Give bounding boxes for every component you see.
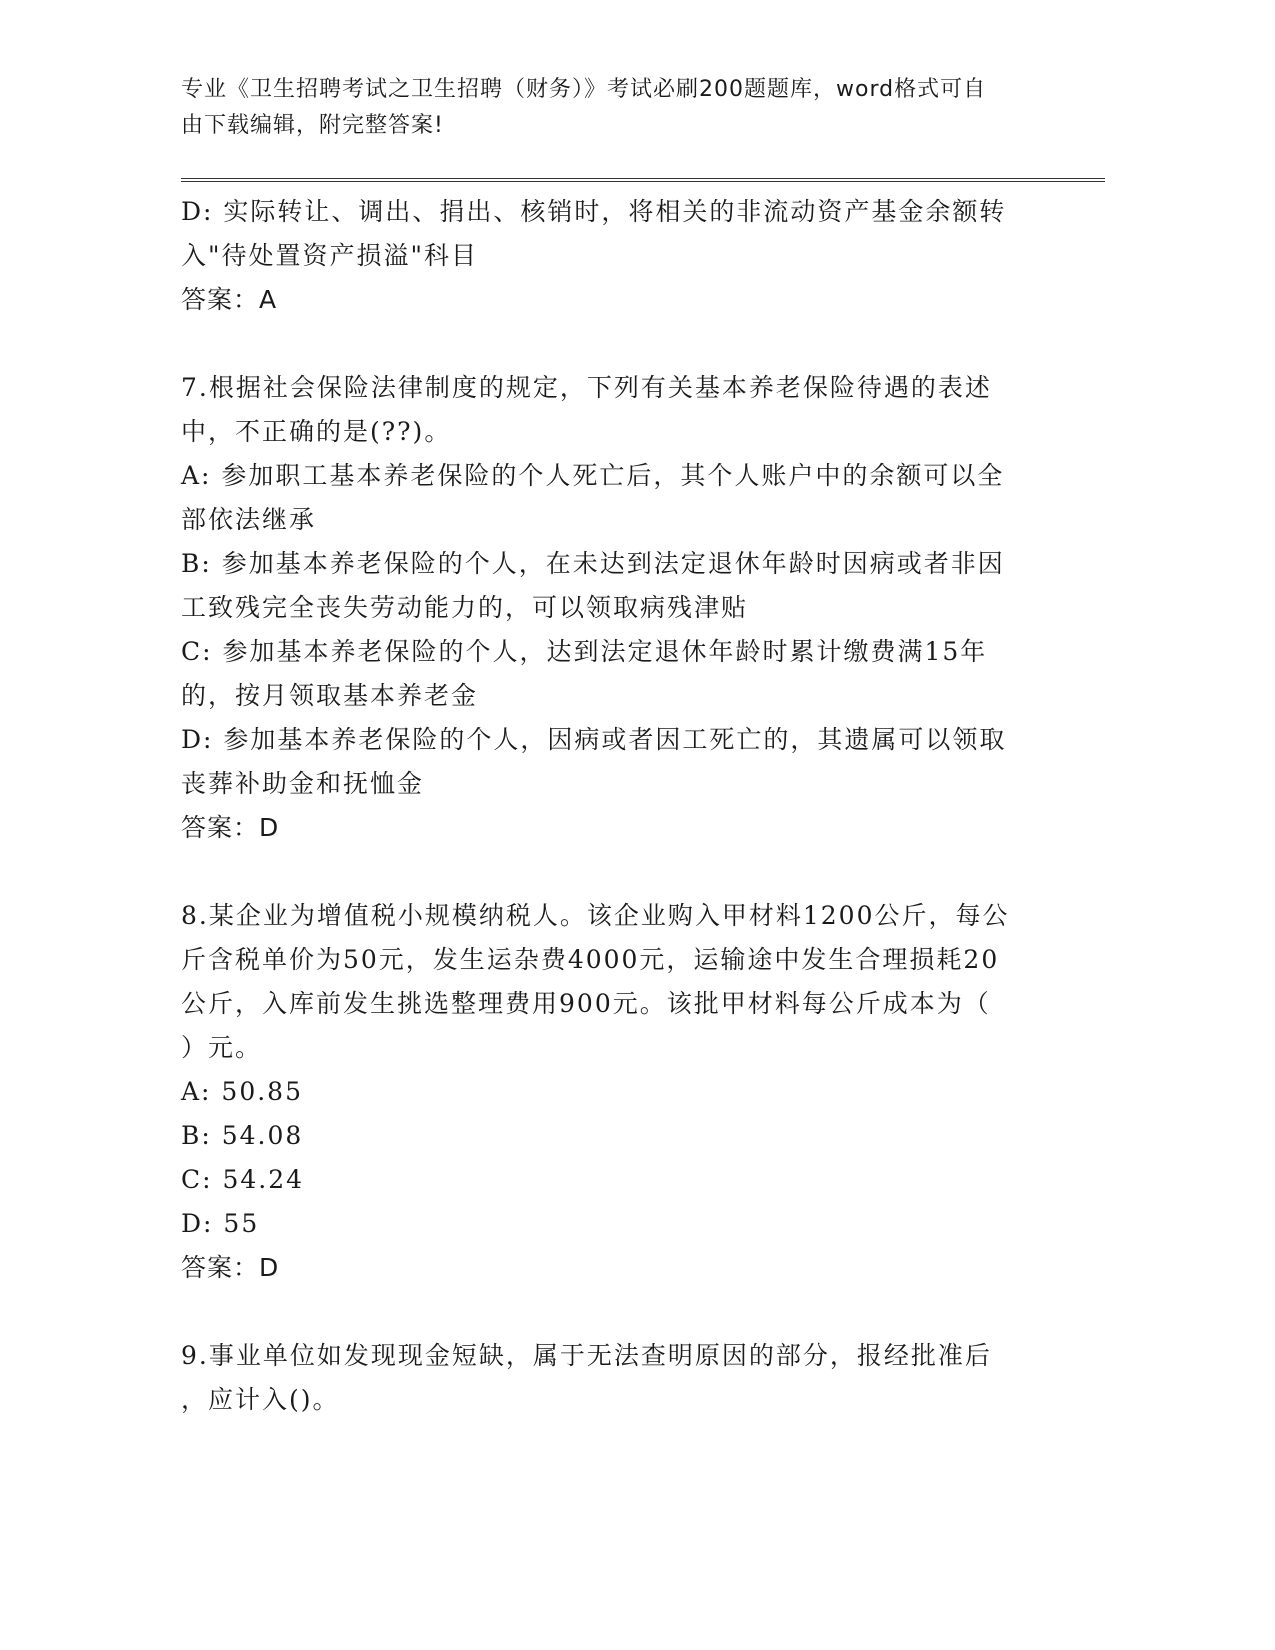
q8-option-b: B: 54.08	[181, 1121, 304, 1150]
q6-option-d-cont: 入"待处置资产损溢"科目	[181, 241, 478, 270]
q8-option-a: A: 50.85	[181, 1077, 303, 1106]
q6-answer: 答案：A	[181, 285, 278, 314]
q8-stem-cont-3: ）元。	[181, 1033, 263, 1062]
spacer	[181, 322, 1041, 366]
q7-option-b-cont: 工致残完全丧失劳动能力的，可以领取病残津贴	[181, 593, 749, 622]
question-content	[181, 190, 1041, 1422]
question-6	[181, 190, 1041, 322]
spacer	[181, 850, 1041, 894]
q9-stem: 9.事业单位如发现现金短缺，属于无法查明原因的部分，报经批准后	[181, 1341, 992, 1370]
question-9	[181, 1334, 1041, 1422]
q7-option-c: C: 参加基本养老保险的个人，达到法定退休年龄时累计缴费满15年	[181, 637, 988, 666]
q8-answer: 答案：D	[181, 1253, 280, 1282]
question-7	[181, 366, 1041, 850]
page-header	[181, 72, 1061, 144]
header-line-2: 由下载编辑，附完整答案!	[181, 113, 444, 138]
q8-stem-cont-1: 斤含税单价为50元，发生运杂费4000元，运输途中发生合理损耗20	[181, 945, 1000, 974]
q8-option-c: C: 54.24	[181, 1165, 305, 1194]
q8-option-d: D: 55	[181, 1209, 260, 1238]
q7-stem-cont: 中，不正确的是(??)。	[181, 417, 452, 446]
q8-stem: 8.某企业为增值税小规模纳税人。该企业购入甲材料1200公斤，每公	[181, 901, 1010, 930]
q7-option-b: B: 参加基本养老保险的个人，在未达到法定退休年龄时因病或者非因	[181, 549, 1005, 578]
q6-option-d: D: 实际转让、调出、捐出、核销时，将相关的非流动资产基金余额转	[181, 197, 1007, 226]
q7-option-a-cont: 部依法继承	[181, 505, 317, 534]
q9-stem-cont: ，应计入()。	[181, 1385, 340, 1414]
q7-option-a: A: 参加职工基本养老保险的个人死亡后，其个人账户中的余额可以全	[181, 461, 1005, 490]
q7-option-d-cont: 丧葬补助金和抚恤金	[181, 769, 425, 798]
q7-option-c-cont: 的，按月领取基本养老金	[181, 681, 479, 710]
header-divider	[181, 178, 1105, 182]
question-8	[181, 894, 1041, 1290]
q7-stem: 7.根据社会保险法律制度的规定，下列有关基本养老保险待遇的表述	[181, 373, 992, 402]
spacer	[181, 1290, 1041, 1334]
q7-answer: 答案：D	[181, 813, 280, 842]
header-line-1: 专业《卫生招聘考试之卫生招聘（财务）》考试必刷200题题库，word格式可自	[181, 77, 987, 102]
q7-option-d: D: 参加基本养老保险的个人，因病或者因工死亡的，其遗属可以领取	[181, 725, 1007, 754]
q8-stem-cont-2: 公斤，入库前发生挑选整理费用900元。该批甲材料每公斤成本为（	[181, 989, 991, 1018]
